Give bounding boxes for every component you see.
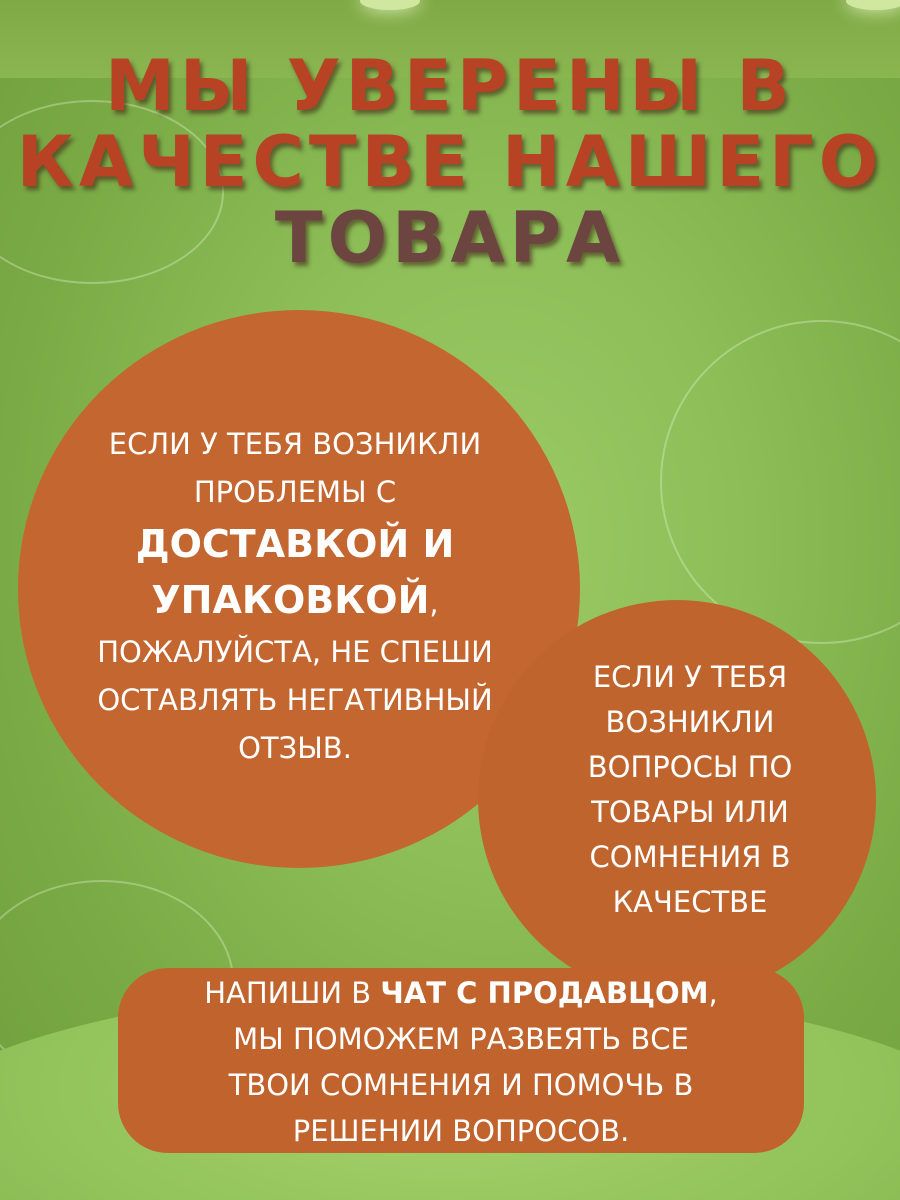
- seller-chat-label: ЧАТ С ПРОДАВЦОМ: [380, 976, 709, 1010]
- delivery-line-3: ПОЖАЛУЙСТА, НЕ СПЕШИ: [97, 635, 493, 669]
- questions-line-3: ВОПРОСЫ ПО: [587, 750, 793, 784]
- delivery-line-1: ЕСЛИ У ТЕБЯ ВОЗНИКЛИ: [108, 427, 482, 461]
- delivery-line-5: ОТЗЫВ.: [238, 731, 352, 765]
- delivery-emphasis-2: УПАКОВКОЙ: [151, 578, 430, 622]
- delivery-comma: ,: [429, 586, 439, 620]
- contact-line-2: МЫ ПОМОЖЕМ РАЗВЕЯТЬ ВСЕ: [233, 1022, 689, 1056]
- delivery-message: [60, 420, 530, 772]
- contact-comma: ,: [708, 976, 718, 1010]
- questions-line-5: СОМНЕНИЯ В: [589, 840, 791, 874]
- questions-line-1: ЕСЛИ У ТЕБЯ: [592, 660, 788, 694]
- headline: [0, 45, 900, 279]
- headline-line-1: МЫ УВЕРЕНЫ В: [105, 45, 795, 127]
- contact-line-3: ТВОИ СОМНЕНИЯ И ПОМОЧЬ В: [228, 1068, 694, 1102]
- questions-message: [550, 655, 830, 925]
- questions-line-6: КАЧЕСТВЕ: [612, 885, 768, 919]
- questions-line-2: ВОЗНИКЛИ: [605, 705, 775, 739]
- headline-line-2: КАЧЕСТВЕ НАШЕГО: [16, 121, 884, 203]
- contact-prefix: НАПИШИ В: [204, 976, 381, 1010]
- contact-message: [140, 968, 782, 1154]
- headline-line-3: ТОВАРА: [274, 197, 626, 279]
- delivery-line-2: ПРОБЛЕМЫ С: [193, 475, 397, 509]
- questions-line-4: ТОВАРЫ ИЛИ: [591, 795, 789, 829]
- contact-line-4: РЕШЕНИИ ВОПРОСОВ.: [292, 1114, 630, 1148]
- decorative-ring: [660, 320, 900, 644]
- delivery-line-4: ОСТАВЛЯТЬ НЕГАТИВНЫЙ: [97, 683, 493, 717]
- delivery-emphasis-1: ДОСТАВКОЙ И: [135, 522, 455, 566]
